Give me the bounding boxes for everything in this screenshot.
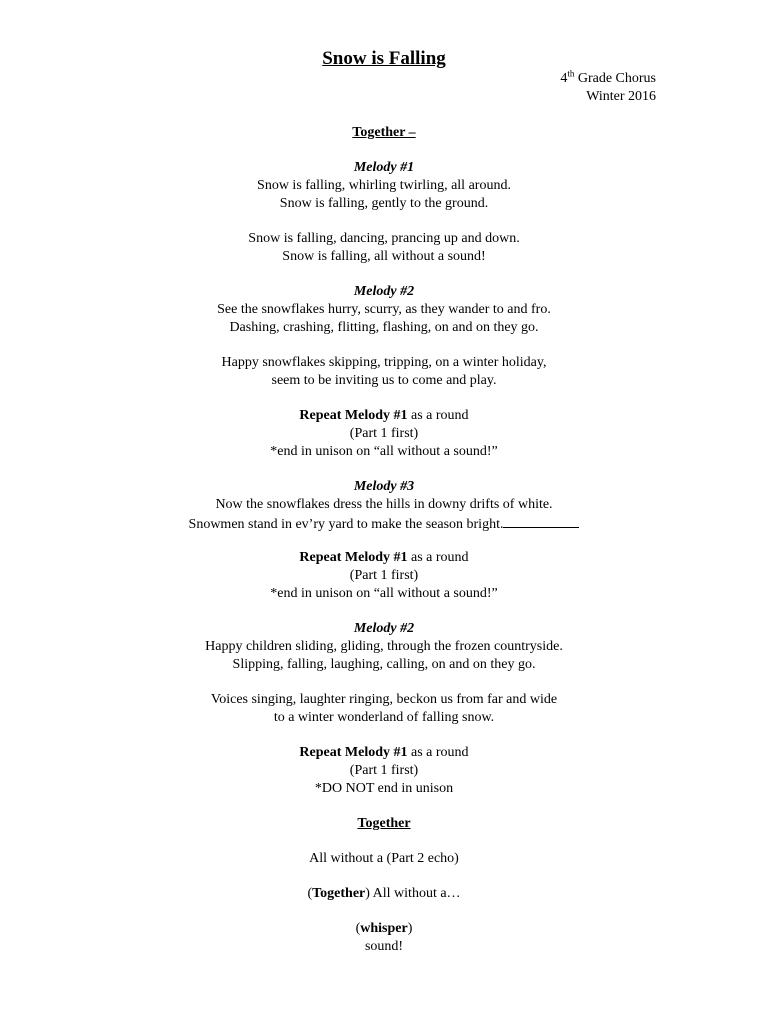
lyric-line: Snowmen stand in ev’ry yard to make the season bright. — [0, 514, 768, 532]
grade-rest: Grade Chorus — [574, 71, 656, 86]
lyric-line: Happy snowflakes skipping, tripping, on a winter holiday, — [221, 355, 547, 370]
lyric-line: Happy children sliding, gliding, through the frozen countryside. — [205, 639, 563, 654]
lyric-line: Now the snowflakes dress the hills in downy drifts of white. — [215, 497, 553, 512]
unison-note: *end in unison on “all without a sound!” — [270, 444, 498, 459]
lyric-line: Snow is falling, dancing, prancing up and down. — [248, 231, 520, 246]
part-note: (Part 1 first) — [349, 568, 419, 583]
together-heading: Together — [357, 816, 411, 831]
lyric-line: Snow is falling, whirling twirling, all around. — [257, 178, 511, 193]
page-title: Snow is Falling — [322, 48, 446, 69]
document-meta — [560, 70, 656, 106]
melody-2b-label: Melody #2 — [353, 621, 415, 636]
final-word: sound! — [364, 939, 404, 954]
melody-3-label: Melody #3 — [353, 479, 415, 494]
grade-line — [560, 70, 656, 88]
blank-underline — [503, 514, 579, 528]
together-line: (Together) All without a… — [307, 886, 461, 901]
part-note: (Part 1 first) — [349, 426, 419, 441]
repeat-instruction: Repeat Melody #1 as a round — [299, 408, 469, 423]
grade-suffix: th — [567, 68, 575, 79]
grade-number: 4 — [560, 71, 568, 86]
lyric-line: Dashing, crashing, flitting, flashing, on and on they go. — [229, 320, 539, 335]
lyric-line: to a winter wonderland of falling snow. — [273, 710, 495, 725]
lyric-line: Snow is falling, gently to the ground. — [279, 196, 489, 211]
repeat-instruction: Repeat Melody #1 as a round — [299, 745, 469, 760]
lyric-line: seem to be inviting us to come and play. — [271, 373, 497, 388]
lyric-line: See the snowflakes hurry, scurry, as they wander to and fro. — [217, 302, 551, 317]
unison-note: *end in unison on “all without a sound!” — [270, 586, 498, 601]
lyric-line: Voices singing, laughter ringing, beckon us from far and wide — [210, 692, 558, 707]
unison-note: *DO NOT end in unison — [314, 781, 454, 796]
part-note: (Part 1 first) — [349, 763, 419, 778]
echo-line: All without a (Part 2 echo) — [309, 851, 459, 866]
melody-1-label: Melody #1 — [353, 160, 415, 175]
lyrics-body — [0, 124, 768, 956]
lyric-line: Snow is falling, all without a sound! — [282, 249, 486, 264]
together-heading: Together – — [352, 125, 416, 140]
repeat-instruction: Repeat Melody #1 as a round — [299, 550, 469, 565]
lyric-line: Slipping, falling, laughing, calling, on and on they go. — [232, 657, 536, 672]
whisper-line: (whisper) — [355, 921, 413, 936]
melody-2-label: Melody #2 — [353, 284, 415, 299]
season-line: Winter 2016 — [586, 89, 656, 104]
